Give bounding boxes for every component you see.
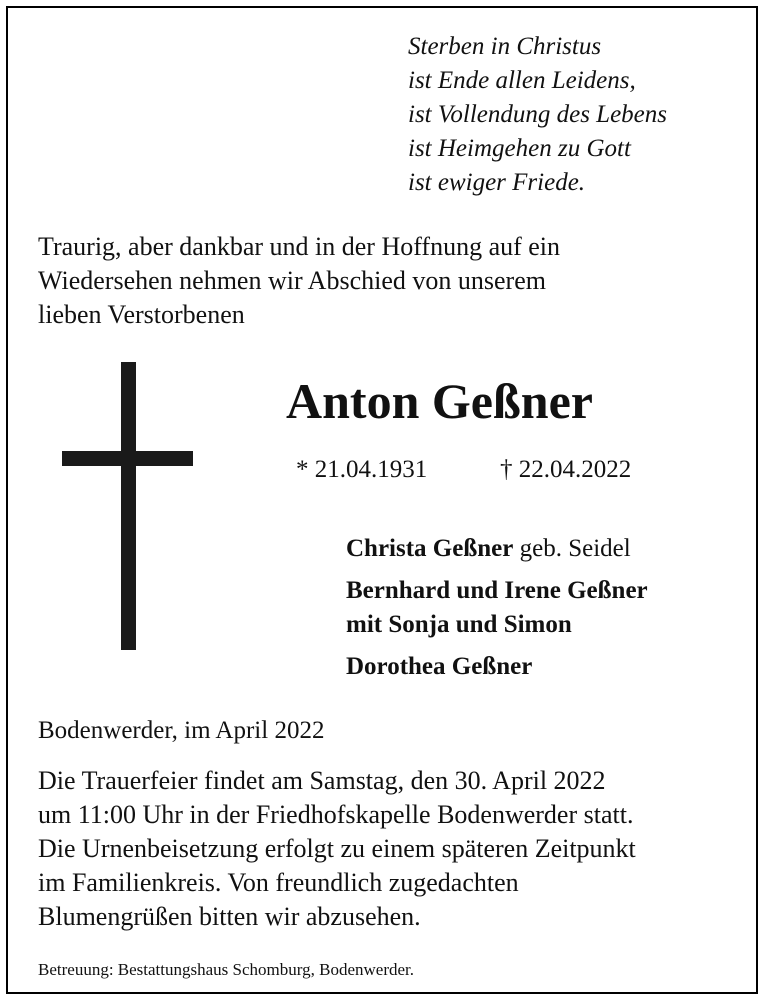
intro-line: lieben Verstorbenen (38, 300, 245, 329)
funeral-home-credit: Betreuung: Bestattungshaus Schomburg, Bodenwerder. (38, 960, 414, 979)
deceased-name: Anton Geßner (286, 373, 593, 429)
family-spouse (346, 532, 631, 566)
info-line: Die Trauerfeier findet am Samstag, den 30. April 2022 (38, 766, 606, 795)
spouse-maiden-name: geb. Seidel (513, 535, 631, 562)
intro-line: Wiedersehen nehmen wir Abschied von unserem (38, 266, 546, 295)
poem-line: ist Vollendung des Lebens (408, 101, 668, 128)
death-date: † 22.04.2022 (500, 456, 632, 483)
cross-vertical-bar (121, 362, 136, 650)
spouse-name: Christa Geßner (346, 535, 514, 562)
intro-line: Traurig, aber dankbar und in der Hoffnung auf ein (38, 232, 561, 261)
family-line (346, 574, 648, 608)
family-line-text: Dorothea Geßner (346, 653, 533, 680)
family-line (346, 608, 572, 642)
family-line-text: mit Sonja und Simon (346, 611, 572, 638)
info-line: um 11:00 Uhr in der Friedhofskapelle Bodenwerder statt. (38, 800, 634, 829)
family-line (346, 650, 532, 684)
poem-line: ist ewiger Friede. (408, 169, 586, 196)
cross-horizontal-bar (62, 451, 193, 466)
poem-line: ist Ende allen Leidens, (408, 67, 636, 94)
intro-text (38, 230, 560, 332)
poem-line: ist Heimgehen zu Gott (408, 135, 631, 162)
funeral-info (38, 764, 636, 934)
family-line-text: Bernhard und Irene Geßner (346, 577, 648, 604)
place-date: Bodenwerder, im April 2022 (38, 717, 325, 744)
poem (408, 30, 667, 200)
birth-date: * 21.04.1931 (296, 456, 428, 483)
info-line: Die Urnenbeisetzung erfolgt zu einem späteren Zeitpunkt (38, 834, 636, 863)
info-line: Blumengrüßen bitten wir abzusehen. (38, 902, 421, 931)
obituary-frame (6, 6, 758, 994)
poem-line: Sterben in Christus (408, 33, 602, 60)
info-line: im Familienkreis. Von freundlich zugedachten (38, 868, 519, 897)
